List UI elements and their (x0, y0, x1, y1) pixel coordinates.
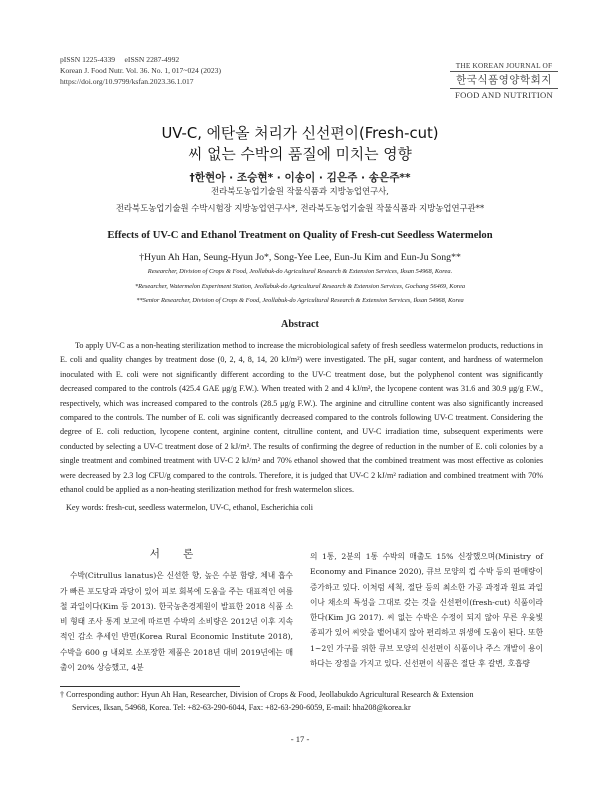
abstract-body (60, 339, 543, 497)
section-heading-intro: 서 론 (149, 548, 204, 560)
affiliation-en-line1: Researcher, Division of Crops & Food, Jeollabuk-do Agricultural Research & Extension Services, Iksan 54968, Korea. (147, 268, 453, 275)
affiliations-ko (0, 183, 600, 217)
intro-paragraph-right: 의 1통, 2분의 1통 수박의 매출도 15% 신장했으며(Ministry of Economy and Finance 2020), 큐브 모양의 컵 수박 등의 판매량이 증가하고 있다. 이처럼 세척, 절단 등의 최소한 가공 과정과 원료 과일이나 채소의 특성을 그대로 갖는 것을 신선편이(fresh-cut) 식품이라 한다(Kim JG 2017). 씨 없는 수박은 수정이 되지 않아 무른 우윳빛 종피가 있어 씨앗을 뱉어내지 않아 편리하고 위생에 도움이 된다. 또한 1~2인 가구를 위한 큐브 모양의 신선편이 식품이나 주스 개발이 용이하다는 장점을 가지고 있다. 신선편이 식품은 절단 후 갈변, 호흡량 (310, 552, 543, 669)
page-number: - 17 - (290, 734, 310, 744)
corresponding-author-footnote (60, 688, 543, 714)
footnote-line1: † Corresponding author: Hyun Ah Han, Researcher, Division of Crops & Food, Jeollabukdo Agricultural Research & Extension (60, 690, 474, 699)
journal-logo (450, 61, 558, 100)
authors-en: †Hyun Ah Han, Seung-Hyun Jo*, Song-Yee Lee, Eun-Ju Kim and Eun-Ju Song** (139, 252, 461, 263)
affiliations-en (0, 265, 600, 309)
journal-rule-bottom (450, 88, 558, 89)
footnote-divider (60, 686, 240, 687)
intro-column-left (60, 547, 293, 675)
abstract-heading: Abstract (281, 319, 319, 330)
journal-name-en-bottom: FOOD AND NUTRITION (454, 90, 554, 100)
affiliation-en-line2: *Researcher, Watermelon Experiment Station, Jeollabuk-do Agricultural Research & Extension Services, Gochang 56469, Korea (134, 282, 466, 290)
affiliation-en-line3: **Senior Researcher, Division of Crops & Food, Jeollabuk-do Agricultural Research & Extension Services, Iksan 54968, Korea (136, 297, 464, 304)
journal-name-en-top: THE KOREAN JOURNAL OF (455, 61, 553, 70)
issn-line: pISSN 1225-4339 eISSN 2287-4992 (60, 55, 180, 64)
footnote-line2: Services, Iksan, 54968, Korea. Tel: +82-63-290-6044, Fax: +82-63-290-6059, E-mail: hha208@korea.kr (72, 703, 411, 712)
journal-name-ko: 한국식품영양학회지 (456, 74, 552, 86)
journal-citation-block (60, 55, 221, 87)
intro-paragraph-left: 수박(Citrullus lanatus)은 신선한 향, 높은 수분 함량, 체내 흡수가 빠른 포도당과 과당이 있어 피로 회복에 도움을 주는 대표적인 여름철 과일이다(Kim 등 2013). 한국농촌경제원이 발표한 2018 식품 소비 형태 조사 통계 보고에 따르면 수박의 소비량은 2012년 이후 지속적인 감소 추세인 반면(Korea Rural Economic Institute 2018), 수박을 600 g 내외로 소포장한 제품은 2018년 대비 2019년에는 매출이 20% 상승했고, 4분 (60, 571, 293, 673)
abstract-text: To apply UV-C as a non-heating sterilization method to increase the microbiological safety of fresh seedless watermelon products, reductions in E. coli and quality changes by treatment dose (0, 2, 4, 8, 14, 20 kJ/m²) were investigated. The pH, sugar content, and hardness of watermelon inoculated with E. coli were not significantly different according to the UV-C treatment dose, but the polyphenol content was significantly decreased compared to the controls (425.4 GAE μg/g F.W.). When treated with 2 and 4 kJ/m², the lycopene content was 31.6 and 30.9 μg/g F.W., respectively, which was increased compared to the controls (28.5 μg/g F.W.). The arginine and citrulline content was also significantly increased compared to the controls. The number of E. coli was significantly decreased compared to the controls following UV-C treatment. Considering the degree of E. coli reduction, lycopene content, arginine content, citrulline content, and UV-C irradiation time, subsequent experiments were conducted by selecting a UV-C treatment dose of 2 kJ/m². The results of confirming the degree of reduction in the number of E. coli colonies by a single treatment and combined treatment with UV-C 2 kJ/m² and 70% ethanol showed that the combined treatment was most effective as colonies were decreased by 2.3 log CFU/g compared to the controls. Therefore, it is judged that UV-C 2 kJ/m² radiation and combined treatment with 70% ethanol could be applied as a non-heating sterilization method for fresh watermelon slices. (60, 341, 543, 495)
title-en: Effects of UV-C and Ethanol Treatment on Quality of Fresh-cut Seedless Watermelon (107, 230, 493, 241)
title-ko-line1: UV-C, 에탄올 처리가 신선편이(Fresh-cut) (161, 125, 439, 142)
authors-ko: †한현아 · 조승현* · 이송이 · 김은주 · 송은주** (189, 172, 411, 184)
affiliation-ko-line1: 전라북도농업기술원 작물식품과 지방농업연구사, (211, 186, 389, 196)
citation-line: Korean J. Food Nutr. Vol. 36. No. 1, 017~024 (2023) (60, 65, 221, 75)
title-ko-line2: 씨 없는 수박의 품질에 미치는 영향 (188, 146, 412, 163)
journal-rule-top (450, 71, 558, 72)
keywords (60, 502, 543, 514)
intro-column-right (310, 549, 543, 671)
keywords-text: fresh-cut, seedless watermelon, UV-C, ethanol, Escherichia coli (105, 503, 313, 512)
keywords-label: Key words: (66, 503, 104, 512)
doi-link[interactable]: https://doi.org/10.9799/ksfan.2023.36.1.017 (60, 76, 194, 86)
affiliation-ko-line2: 전라북도농업기술원 수박시험장 지방농업연구사*, 전라북도농업기술원 작물식품과 지방농업연구관** (115, 203, 485, 213)
